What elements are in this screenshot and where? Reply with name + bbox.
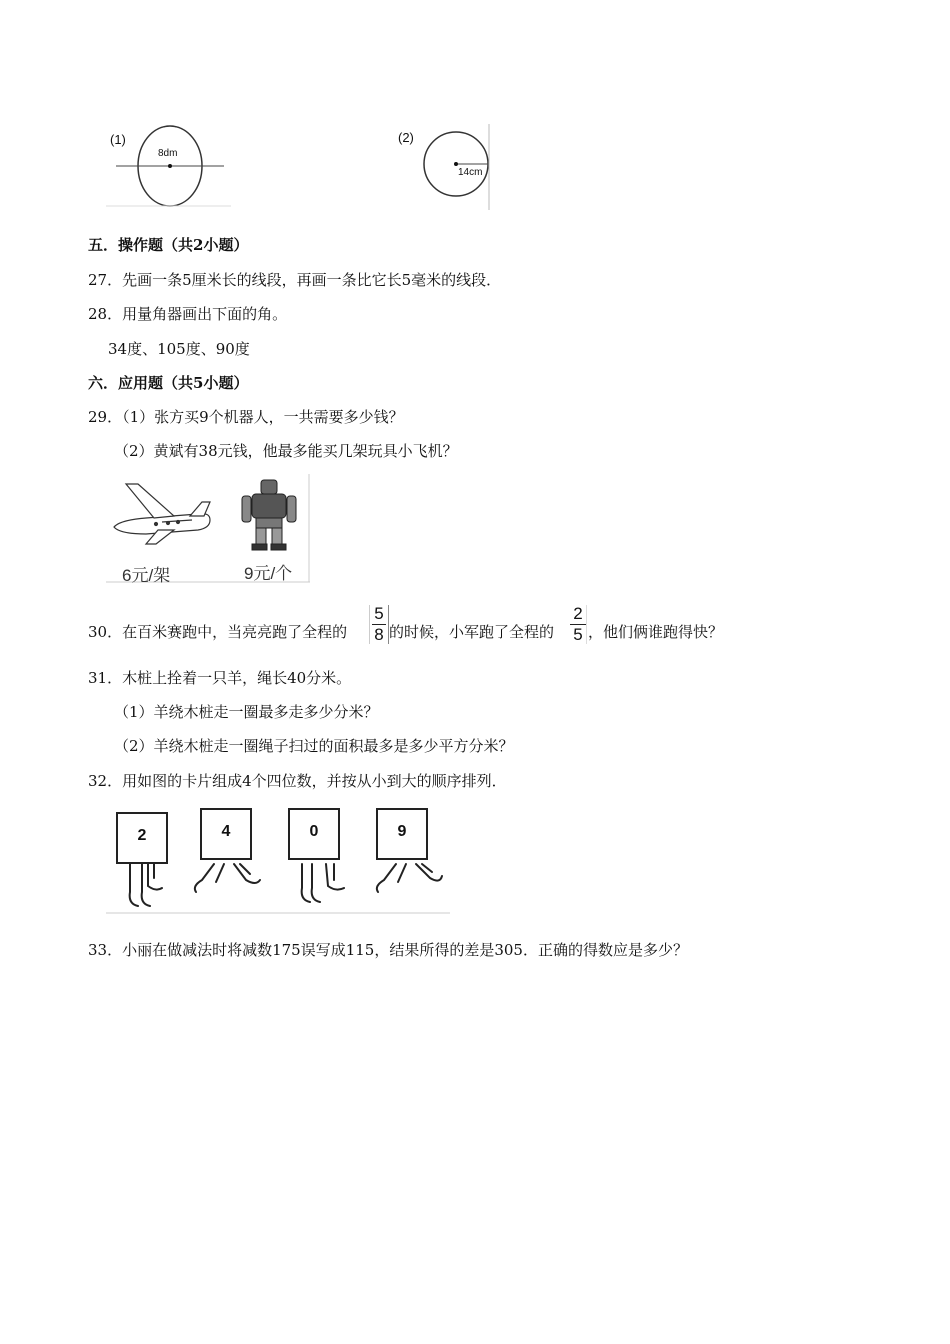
circle-figure-2	[392, 122, 492, 212]
question-30-post: ，他们俩谁跑得快？	[588, 623, 724, 641]
number-card-3: 0	[288, 808, 340, 860]
plane-price: 6元/架	[122, 566, 171, 585]
question-31-part1: （1）羊绕木桩走一圈最多走多少分米？	[114, 703, 379, 721]
toy-robot-icon	[242, 480, 296, 550]
number-cards-figure	[106, 800, 452, 916]
section-6-heading: 六．应用题（共5小题）	[88, 374, 249, 392]
question-30-mid: 的时候，小军跑了全程的	[389, 623, 555, 641]
question-29-part2: （2）黄斌有38元钱，他最多能买几架玩具小飞机？	[114, 442, 458, 460]
circle-1-measure: 8dm	[158, 148, 178, 159]
question-28-angles: 34度、105度、90度	[108, 340, 250, 358]
circle-2-label: (2)	[398, 130, 414, 145]
circle-figure-1	[106, 120, 236, 212]
fraction-1-numerator: 5	[374, 604, 384, 623]
fraction-1-denominator: 8	[374, 625, 384, 644]
fraction-2-numerator: 2	[573, 604, 583, 623]
question-31-part2: （2）羊绕木桩走一圈绳子扫过的面积最多是多少平方分米？	[114, 737, 514, 755]
question-28: 28．用量角器画出下面的角。	[88, 305, 288, 323]
question-29-part1: 29．（1）张方买9个机器人，一共需要多少钱？	[88, 408, 404, 426]
toys-figure	[106, 472, 312, 584]
fraction-2-5	[570, 605, 587, 644]
fraction-2-denominator: 5	[573, 625, 583, 644]
circle-2-measure: 14cm	[458, 167, 483, 178]
fraction-5-8	[369, 605, 389, 644]
toy-plane-icon	[114, 484, 210, 544]
question-33: 33．小丽在做减法时将减数175误写成115，结果所得的差是305．正确的得数应是多少？	[88, 941, 688, 959]
number-card-2: 4	[200, 808, 252, 860]
number-card-1: 2	[116, 812, 168, 864]
section-5-heading: 五．操作题（共2小题）	[88, 236, 249, 254]
question-31: 31．木桩上拴着一只羊，绳长40分米。	[88, 669, 352, 687]
robot-price: 9元/个	[244, 564, 293, 583]
number-card-4: 9	[376, 808, 428, 860]
question-27: 27．先画一条5厘米长的线段，再画一条比它长5毫米的线段．	[88, 271, 502, 289]
circle-1-label: (1)	[110, 132, 126, 147]
question-30-pre: 30．在百米赛跑中，当亮亮跑了全程的	[88, 623, 348, 641]
question-32: 32．用如图的卡片组成4个四位数，并按从小到大的顺序排列．	[88, 772, 507, 790]
